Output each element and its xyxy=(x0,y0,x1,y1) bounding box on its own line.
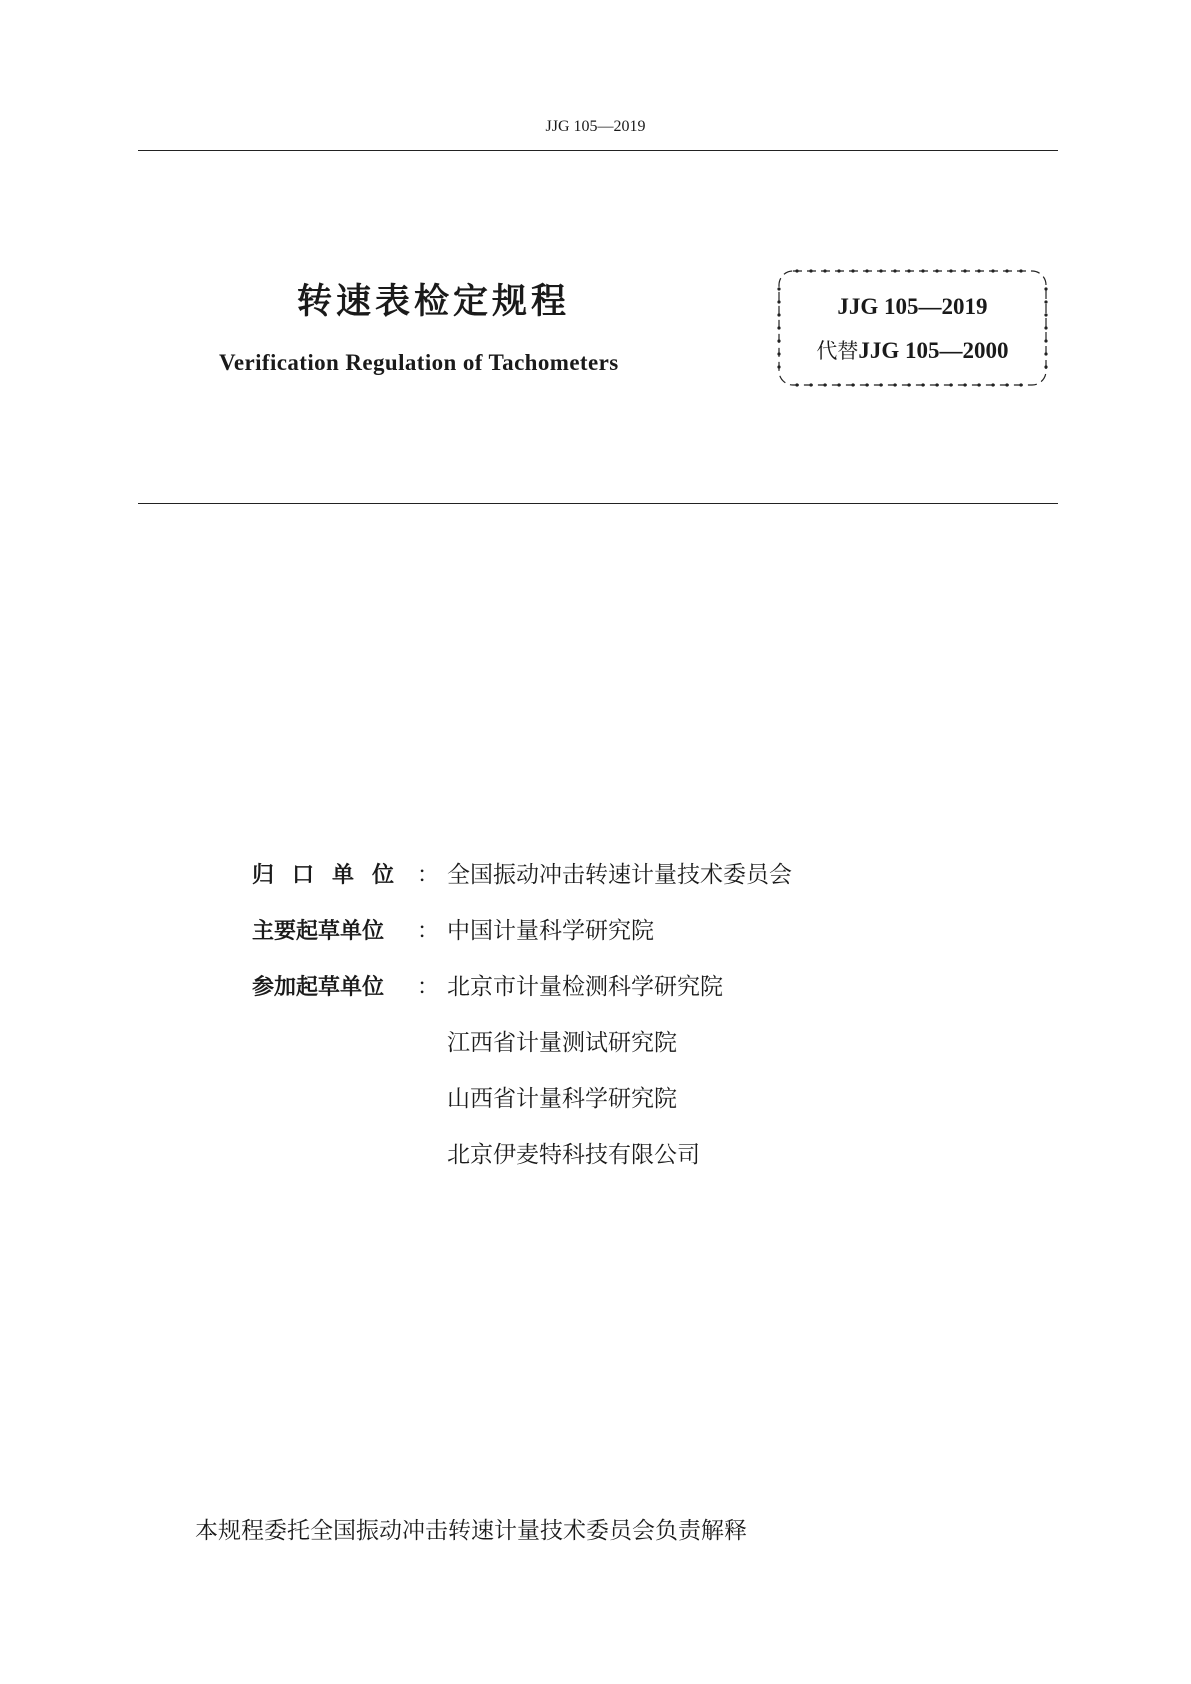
participant-item: 北京市计量检测科学研究院 xyxy=(447,974,723,1000)
border-dot xyxy=(893,383,896,386)
border-dot xyxy=(1044,365,1047,368)
border-dot xyxy=(1019,269,1022,272)
responsible-unit-value: 全国振动冲击转速计量技术委员会 xyxy=(447,862,792,888)
border-dot xyxy=(1005,269,1008,272)
border-dot xyxy=(837,269,840,272)
border-dot xyxy=(795,383,798,386)
border-dot xyxy=(809,383,812,386)
label-colon: ： xyxy=(417,974,440,999)
participant-item: 江西省计量测试研究院 xyxy=(447,1030,677,1056)
border-dot xyxy=(777,287,780,290)
section-divider xyxy=(138,503,1058,504)
border-dot xyxy=(935,383,938,386)
border-dot xyxy=(809,269,812,272)
border-dot xyxy=(865,383,868,386)
border-dot xyxy=(851,383,854,386)
main-drafter-value: 中国计量科学研究院 xyxy=(447,918,654,944)
participants-label: 参加起草单位 xyxy=(252,975,385,1000)
border-dot xyxy=(879,383,882,386)
main-drafter-label: 主要起草单位 xyxy=(252,919,385,944)
document-title-chinese: 转速表检定规程 xyxy=(297,282,571,322)
replaces-prefix: 代替 xyxy=(816,339,859,363)
responsible-unit-label xyxy=(252,858,417,889)
participant-item: 北京伊麦特科技有限公司 xyxy=(447,1142,700,1168)
border-dot xyxy=(1005,383,1008,386)
border-dot xyxy=(963,269,966,272)
border-dot xyxy=(907,383,910,386)
header-divider xyxy=(138,150,1058,151)
border-dot xyxy=(823,383,826,386)
participant-item: 山西省计量科学研究院 xyxy=(447,1086,677,1112)
border-dot xyxy=(1019,383,1022,386)
border-dot xyxy=(991,269,994,272)
border-dot xyxy=(777,326,780,329)
replaces-line xyxy=(775,335,1050,365)
border-dot xyxy=(977,383,980,386)
border-dot xyxy=(823,269,826,272)
border-dot xyxy=(879,269,882,272)
border-dot xyxy=(921,383,924,386)
border-dot xyxy=(1044,326,1047,329)
border-dot xyxy=(977,269,980,272)
border-dot xyxy=(935,269,938,272)
interpretation-note: 本规程委托全国振动冲击转速计量技术委员会负责解释 xyxy=(195,1518,747,1544)
responsible-unit-label-text: 归口单位 xyxy=(252,863,413,888)
standard-number-box xyxy=(775,267,1050,389)
label-colon: ： xyxy=(417,918,440,943)
standard-code: JJG 105—2019 xyxy=(837,294,988,319)
border-dot xyxy=(949,269,952,272)
border-dot xyxy=(795,269,798,272)
border-dot xyxy=(963,383,966,386)
border-dot xyxy=(837,383,840,386)
border-dot xyxy=(777,365,780,368)
replaced-standard-code: JJG 105—2000 xyxy=(858,338,1009,363)
border-dot xyxy=(1044,287,1047,290)
border-dot xyxy=(851,269,854,272)
header-standard-code: JJG 105—2019 xyxy=(545,118,646,135)
label-colon: ： xyxy=(417,862,440,887)
border-dot xyxy=(991,383,994,386)
border-dot xyxy=(865,269,868,272)
border-dot xyxy=(921,269,924,272)
border-dot xyxy=(949,383,952,386)
decorative-border xyxy=(775,267,1050,389)
border-dot xyxy=(907,269,910,272)
border-dot xyxy=(893,269,896,272)
document-title-english: Verification Regulation of Tachometers xyxy=(219,350,619,375)
